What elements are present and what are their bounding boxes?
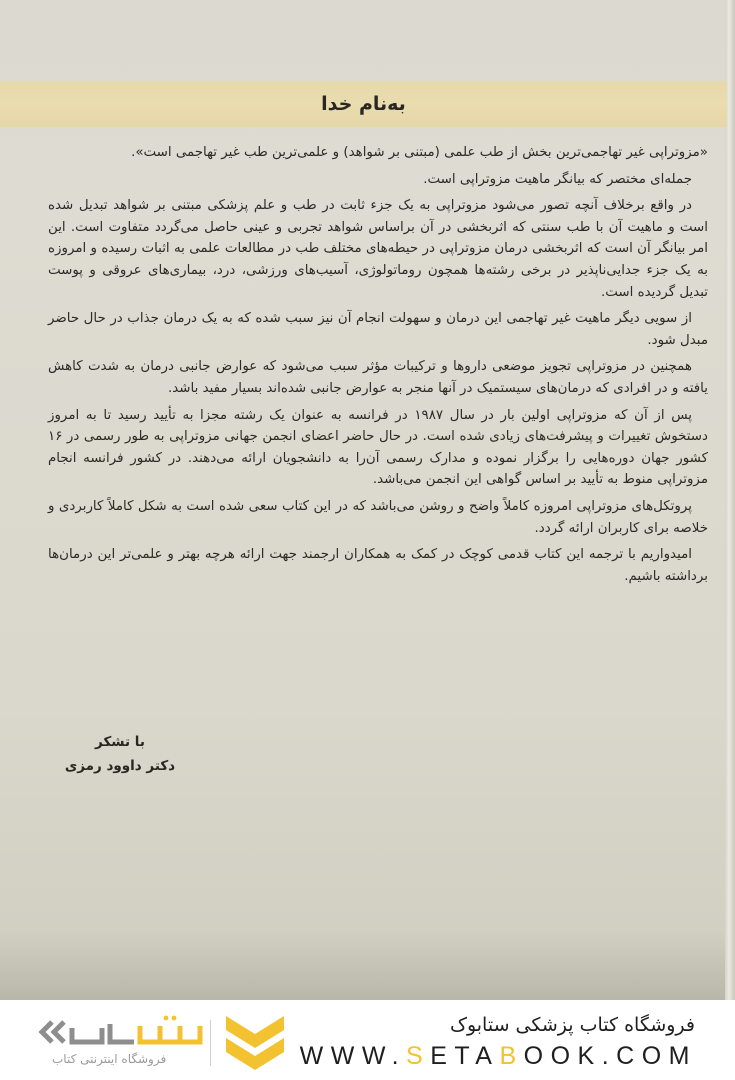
url-accent-letter: B xyxy=(499,1042,524,1070)
chevron-logo-icon xyxy=(222,1012,288,1072)
store-title: فروشگاه کتاب پزشکی ستابوک xyxy=(449,1014,695,1036)
setabook-logo[interactable] xyxy=(30,1012,290,1072)
logo-divider xyxy=(210,1020,211,1066)
url-part: WWW. xyxy=(299,1042,407,1070)
signature-closing: با تشکر xyxy=(95,734,145,750)
url-part: ETA xyxy=(430,1042,500,1070)
logo-subtitle: فروشگاه اینترنتی کتاب xyxy=(52,1052,167,1066)
store-url[interactable] xyxy=(300,1042,697,1071)
url-accent-letter: S xyxy=(406,1042,431,1070)
signature-block xyxy=(60,730,180,778)
preface-body xyxy=(48,142,708,592)
paragraph-quote: «مزوتراپی غیر تهاجمی‌ترین بخش از طب علمی (مبتنی بر شواهد) و علمی‌ترین طب غیر تهاجمی است». xyxy=(131,145,708,160)
page-edge-shadow xyxy=(725,0,735,1000)
paragraph: پروتکل‌های مزوتراپی امروزه کاملاً واضح و روشن می‌باشد که در این کتاب سعی شده است به شکل کاملاً کاربردی و خلاصه برای کاربران ارائه گردد. xyxy=(48,498,708,536)
paragraph: در واقع برخلاف آنچه تصور می‌شود مزوتراپی به یک جزء ثابت در طب و علم پزشکی مبتنی بر شواهد تبدیل شده است و ماهیت آن با طب سنتی که اثربخشی در آن براساس شواهد تجربی و عینی حاصل می‌گردد متفاوت است. این امر بیانگر آن است که اثربخشی درمان مزوتراپی در حیطه‌های مختلف طب در مطالعات علمی به اثبات رسیده و امروزه به یک جزء جدایی‌ناپذیر در برخی رشته‌ها همچون روماتولوژی، آسیب‌های ورزشی، درد، بیماری‌های عروقی و پوست تبدیل گردیده است. xyxy=(48,198,708,300)
url-part: OOK.COM xyxy=(523,1042,697,1070)
setabook-wordmark-icon xyxy=(38,1014,206,1050)
page-title: به‌نام خدا xyxy=(321,93,406,115)
paragraph: امیدواریم با ترجمه این کتاب قدمی کوچک در کمک به همکاران ارجمند جهت ارائه هرچه بهتر و علمی‌تر این درمان‌ها برداشته باشیم. xyxy=(48,547,708,584)
paragraph: پس از آن که مزوتراپی اولین بار در سال ۱۹۸۷ در فرانسه به عنوان یک رشته مجزا به تأیید رسید تا به امروز دستخوش تغییرات و پیشرفت‌های زیادی شده است. در حال حاضر اعضای انجمن جهانی مزوتراپی به طور رسمی در ۱۶ کشور جهان دوره‌هایی را برگزار نموده و مدارک رسمی آن‌را به دانشجویان ارائه می‌دهند. در کشور فرانسه انجام مزوتراپی منوط به تأیید بر اساس گواهی این انجمن می‌باشد. xyxy=(48,407,708,488)
paragraph: از سویی دیگر ماهیت غیر تهاجمی این درمان و سهولت انجام آن نیز سبب شده که به یک درمان جذاب در حال حاضر مبدل شود. xyxy=(48,311,708,348)
title-band xyxy=(0,81,727,127)
paragraph: همچنین در مزوتراپی تجویز موضعی داروها و ترکیبات مؤثر سبب می‌شود که عوارض جانبی درمان به شدت کاهش یافته و در افرادی که درمان‌های سیستمیک در آنها منجر به عوارض جانبی شده‌اند بسیار مفید باشد. xyxy=(48,359,708,396)
signature-name: دکتر داوود رمزی xyxy=(64,758,176,774)
paragraph: جمله‌ای مختصر که بیانگر ماهیت مزوتراپی است. xyxy=(423,171,692,187)
